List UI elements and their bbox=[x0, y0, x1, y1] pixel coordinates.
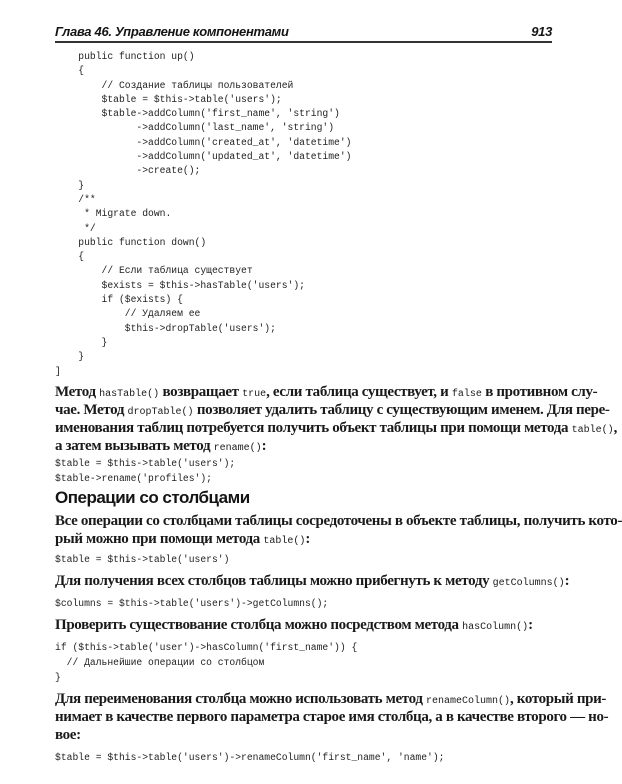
section-heading: Операции со столбцами bbox=[55, 488, 250, 507]
code-line: } bbox=[55, 351, 85, 363]
text-run: нимает в качестве первого параметра старое имя столбца, а в качестве второго — но- bbox=[55, 709, 609, 725]
code-line: public function up() bbox=[55, 51, 195, 62]
code-line: ->addColumn('last_name', 'string') bbox=[55, 122, 335, 134]
text-run: , если таблица существует, и bbox=[266, 384, 452, 400]
text-run: : bbox=[528, 617, 533, 633]
text-run: : bbox=[564, 573, 570, 589]
text-run: в противном слу- bbox=[481, 384, 598, 400]
inline-code: renameColumn() bbox=[425, 696, 510, 707]
text-line bbox=[55, 437, 552, 455]
page-number: 913 bbox=[531, 24, 552, 39]
inline-code: hasColumn() bbox=[462, 622, 529, 633]
inline-code: rename() bbox=[213, 443, 262, 454]
paragraph-renamecolumn bbox=[55, 690, 609, 744]
code-line: $table = $this->table('users'); bbox=[55, 458, 236, 469]
code-block-renamecolumn bbox=[55, 750, 445, 765]
code-line: // Дальнейшие операции со столбцом bbox=[55, 657, 265, 668]
code-line: $this->dropTable('users'); bbox=[55, 322, 276, 334]
text-run: именования таблиц потребуется получить объект таблицы при помощи метода bbox=[55, 420, 572, 436]
inline-code: table() bbox=[263, 536, 306, 547]
inline-code: true bbox=[242, 389, 267, 400]
code-line: $table = $this->table('users')->renameColumn('first_name', 'name'); bbox=[55, 752, 445, 763]
code-line: if ($exists) { bbox=[55, 294, 183, 306]
inline-code: hasTable() bbox=[99, 389, 160, 400]
text-run: позволяет удалить таблицу с существующим именем. Для пере- bbox=[193, 402, 610, 418]
text-run: : bbox=[261, 438, 267, 454]
text-line bbox=[55, 512, 622, 530]
code-line: ] bbox=[55, 365, 61, 377]
text-run: а затем вызывать метод bbox=[55, 438, 214, 454]
text-run: Проверить существование столбца можно посредством метода bbox=[55, 617, 463, 633]
text-run: чае. Метод bbox=[55, 402, 128, 418]
text-run: рый можно при помощи метода bbox=[55, 531, 264, 547]
paragraph-hastable bbox=[55, 383, 617, 455]
paragraph-column-ops bbox=[55, 512, 622, 548]
text-line bbox=[55, 690, 607, 708]
text-run: Для переименования столбца можно использовать метод bbox=[55, 691, 426, 707]
code-line: ->addColumn('created_at', 'datetime') bbox=[55, 136, 352, 148]
text-run: Для получения всех столбцов таблицы можно прибегнуть к методу bbox=[55, 573, 493, 589]
code-line: } bbox=[55, 179, 85, 191]
inline-code: false bbox=[451, 389, 482, 400]
text-line bbox=[55, 726, 552, 744]
text-run: , bbox=[613, 420, 617, 436]
code-line: if ($this->table('user')->hasColumn('first_name')) { bbox=[55, 642, 358, 653]
code-block-hascolumn bbox=[55, 640, 357, 685]
code-line: $table = $this->table('users') bbox=[55, 554, 230, 565]
chapter-title: Глава 46. Управление компонентами bbox=[55, 24, 289, 39]
code-line: } bbox=[55, 336, 108, 348]
code-line: $exists = $this->hasTable('users'); bbox=[55, 279, 305, 291]
code-line: { bbox=[55, 251, 85, 263]
text-line bbox=[55, 383, 598, 401]
paragraph-getcolumns bbox=[55, 572, 570, 590]
text-run: Метод bbox=[55, 384, 100, 400]
text-line bbox=[55, 616, 552, 634]
code-block-migration bbox=[55, 50, 352, 379]
text-run: возвращает bbox=[159, 384, 243, 400]
code-line: $table->rename('profiles'); bbox=[55, 473, 212, 484]
text-line bbox=[55, 572, 570, 590]
code-line: $columns = $this->table('users')->getColumns(); bbox=[55, 598, 329, 609]
text-line bbox=[55, 530, 552, 548]
code-line: } bbox=[55, 672, 61, 683]
code-line: ->create(); bbox=[55, 165, 201, 177]
inline-code: dropTable() bbox=[127, 407, 194, 418]
code-line: // Удаляем ее bbox=[55, 308, 201, 320]
code-line: $table = $this->table('users'); bbox=[55, 93, 282, 105]
inline-code: getColumns() bbox=[492, 578, 565, 589]
paragraph-hascolumn bbox=[55, 616, 552, 634]
text-line bbox=[55, 708, 609, 726]
running-header bbox=[55, 24, 552, 43]
code-block-getcolumns bbox=[55, 596, 328, 611]
text-line bbox=[55, 401, 610, 419]
code-line: { bbox=[55, 65, 85, 77]
code-line: * Migrate down. bbox=[55, 208, 172, 220]
code-line: public function down() bbox=[55, 236, 207, 248]
code-line: // Если таблица существует bbox=[55, 265, 253, 277]
inline-code: table() bbox=[571, 425, 614, 436]
text-run: вое: bbox=[55, 727, 81, 743]
code-line: */ bbox=[55, 222, 96, 234]
text-run: : bbox=[305, 531, 310, 547]
text-line bbox=[55, 419, 617, 437]
code-line: ->addColumn('updated_at', 'datetime') bbox=[55, 151, 352, 163]
code-block-table bbox=[55, 552, 229, 567]
code-line: /** bbox=[55, 193, 96, 205]
text-run: , который при- bbox=[509, 691, 607, 707]
text-run: Все операции со столбцами таблицы сосредоточены в объекте таблицы, получить кото- bbox=[55, 513, 622, 529]
code-line: $table->addColumn('first_name', 'string') bbox=[55, 108, 340, 120]
code-line: // Создание таблицы пользователей bbox=[55, 79, 294, 91]
code-block-rename bbox=[55, 456, 235, 486]
